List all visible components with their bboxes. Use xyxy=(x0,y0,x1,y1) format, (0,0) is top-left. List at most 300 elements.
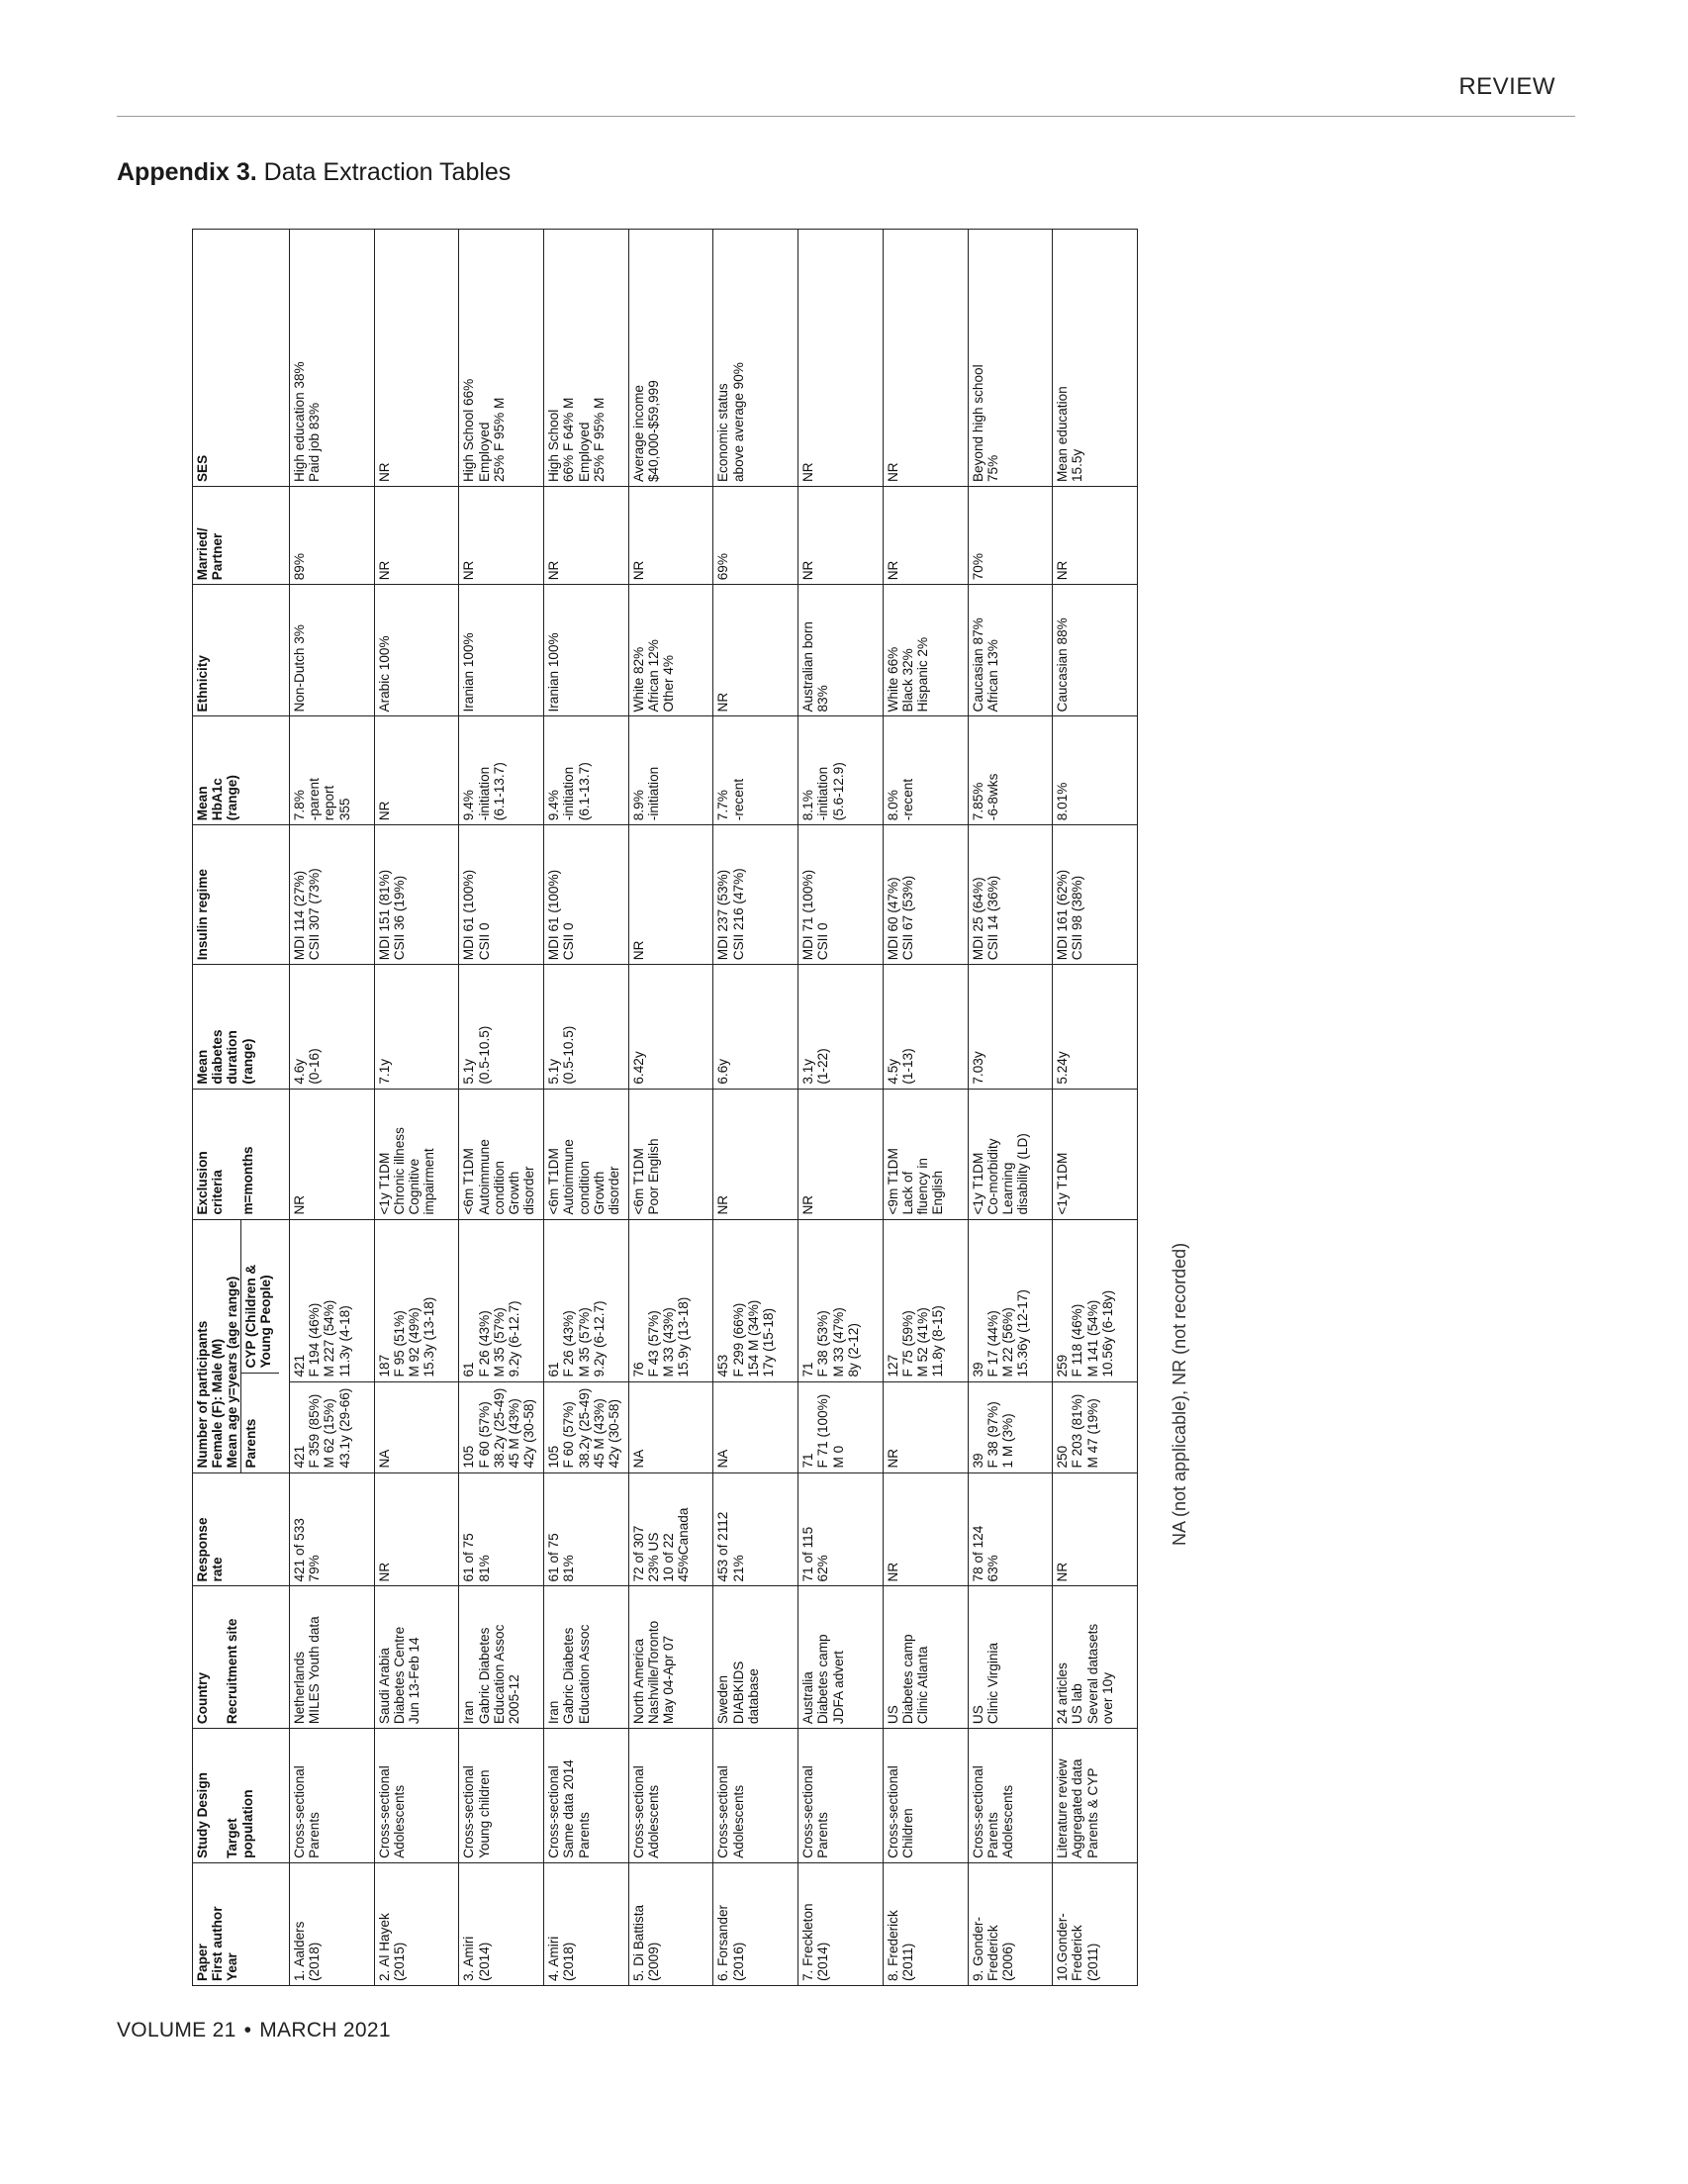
text-line: (2011) xyxy=(1084,1943,1100,1981)
cell-design xyxy=(713,1729,798,1863)
cell-ses xyxy=(1053,230,1138,487)
text-line: 81% xyxy=(561,1555,577,1582)
text-line: (2016) xyxy=(730,1942,746,1981)
text-line: 355 xyxy=(336,798,352,821)
text-line: condition xyxy=(491,1161,507,1215)
text-line: 8. Frederick xyxy=(885,1910,900,1981)
cell-participants xyxy=(544,1219,629,1472)
text-line: F 26 (43%) xyxy=(476,1310,492,1377)
cell-country xyxy=(290,1586,375,1729)
text-line: 8.1% xyxy=(800,790,816,821)
text-line: 15.9y (13-18) xyxy=(676,1296,692,1377)
cell-parents xyxy=(798,1381,883,1472)
text-line: Black 32% xyxy=(900,648,916,712)
text-line: Economic status xyxy=(715,383,731,483)
text-line: 6.42y xyxy=(630,1051,646,1085)
text-line: F 359 (85%) xyxy=(307,1393,323,1469)
cell-married xyxy=(1053,487,1138,585)
text-line: Several datasets xyxy=(1084,1623,1100,1725)
col-header-participants xyxy=(193,1219,290,1472)
text-line: 45 M (43%) xyxy=(591,1398,607,1469)
text-line: Parents & CYP xyxy=(1084,1767,1100,1858)
table-note xyxy=(1160,230,1189,1546)
text-line: 10.Gonder- xyxy=(1055,1913,1071,1981)
cell-response xyxy=(290,1472,375,1586)
cell-country xyxy=(883,1586,968,1729)
text-line: 45%Canada xyxy=(676,1507,692,1582)
text-line: MDI 237 (53%) xyxy=(715,869,731,961)
table-row xyxy=(798,230,884,1986)
cell-paper xyxy=(1053,1862,1138,1985)
text-line: 9.4% xyxy=(546,790,562,821)
text-line: US xyxy=(885,1705,900,1725)
col-header-cyp xyxy=(241,1261,279,1373)
text-line: F 43 (57%) xyxy=(645,1310,661,1377)
text-line: Caucasian 87% xyxy=(970,617,985,712)
text-line: 71 xyxy=(800,1453,816,1469)
text-line: 7.8% xyxy=(292,790,307,821)
text-line: Married/ xyxy=(195,527,210,581)
text-line: NR xyxy=(800,462,816,483)
text-line: Partner xyxy=(210,532,226,581)
text-line: F 299 (66%) xyxy=(730,1302,746,1377)
text-line: 105 xyxy=(461,1445,477,1469)
text-line: condition xyxy=(576,1161,592,1215)
text-line: 421 xyxy=(292,1445,307,1469)
text-line: Year xyxy=(225,1952,240,1981)
cell-ses xyxy=(713,230,798,487)
text-line: (1-22) xyxy=(815,1048,831,1085)
text-line: (5.6-12.9) xyxy=(830,762,846,821)
text-line: duration xyxy=(225,1030,240,1085)
text-line: M 35 (57%) xyxy=(576,1307,592,1377)
text-line: Exclusion xyxy=(195,1151,210,1215)
text-line: 72 of 307 xyxy=(630,1525,646,1582)
text-line: North America xyxy=(630,1638,646,1725)
cell-response xyxy=(459,1472,544,1586)
section-label: REVIEW xyxy=(1458,73,1555,100)
text-line: 10.56y (6-18y) xyxy=(1099,1289,1115,1377)
text-line: 9. Gonder- xyxy=(970,1917,985,1981)
table-note-text: NA (not applicable), NR (not recorded) xyxy=(1170,1242,1189,1546)
table-row xyxy=(628,230,713,1986)
text-line: (2015) xyxy=(391,1942,407,1981)
text-line: Adolescents xyxy=(999,1784,1015,1858)
text-line: Netherlands xyxy=(292,1651,307,1725)
text-line: Young children xyxy=(476,1769,492,1858)
cell-participants xyxy=(798,1219,884,1472)
text-line: MDI 71 (100%) xyxy=(800,869,816,961)
text-line: NR xyxy=(376,801,392,821)
text-line: -initiation xyxy=(645,766,661,821)
cell-participants xyxy=(459,1219,544,1472)
text-line: <1y T1DM xyxy=(970,1152,985,1215)
cell-design xyxy=(798,1729,884,1863)
text-line: 11.8y (8-15) xyxy=(930,1305,946,1377)
text-line: MDI 114 (27%) xyxy=(292,870,307,961)
text-line: NR xyxy=(885,462,900,483)
text-line: Cross-sectional xyxy=(546,1765,562,1858)
text-line: 89% xyxy=(292,553,307,581)
text-line: M 141 (54%) xyxy=(1084,1299,1100,1377)
cell-response xyxy=(798,1472,884,1586)
cell-ses xyxy=(374,230,459,487)
text-line: 7. Freckleton xyxy=(800,1903,816,1981)
col-header-insulin: Insulin regime xyxy=(193,825,290,965)
cell-ethnicity xyxy=(459,585,544,716)
text-line: Parents xyxy=(985,1812,1000,1858)
cell-hba1c xyxy=(628,716,713,825)
text-line: Response xyxy=(195,1517,210,1582)
cell-design xyxy=(544,1729,629,1863)
text-line: Iranian 100% xyxy=(461,632,477,712)
cell-duration xyxy=(968,965,1053,1089)
text-line: CSII 0 xyxy=(476,922,492,961)
text-line: over 10y xyxy=(1099,1671,1115,1725)
text-line: F 38 (53%) xyxy=(815,1310,831,1377)
cell-participants xyxy=(374,1219,459,1472)
cell-ethnicity xyxy=(628,585,713,716)
table-row xyxy=(713,230,798,1986)
text-line: CSII 0 xyxy=(561,922,577,961)
text-line: DIABKIDS xyxy=(730,1661,746,1725)
text-line: M 92 (49%) xyxy=(407,1307,422,1377)
participants-split xyxy=(629,1220,713,1472)
text-line: White 82% xyxy=(630,646,646,712)
text-line: 79% xyxy=(307,1555,323,1582)
cell-design xyxy=(1053,1729,1138,1863)
text-line: NR xyxy=(1055,560,1071,581)
text-line: 63% xyxy=(985,1555,1000,1582)
text-line: NR xyxy=(800,560,816,581)
cell-country xyxy=(374,1586,459,1729)
table-wrapper xyxy=(192,229,1137,1986)
cell-parents xyxy=(713,1381,797,1472)
text-line: 259 xyxy=(1055,1354,1071,1377)
table-row xyxy=(290,230,375,1986)
text-line: 5.1y xyxy=(461,1058,477,1085)
cell-duration xyxy=(713,965,798,1089)
text-line: M 33 (47%) xyxy=(830,1307,846,1377)
cell-parents xyxy=(969,1381,1053,1472)
cell-exclusion xyxy=(374,1089,459,1219)
text-line: MDI 61 (100%) xyxy=(461,869,477,961)
text-line: M 35 (57%) xyxy=(491,1307,507,1377)
text-line: NR xyxy=(546,560,562,581)
col-header-response xyxy=(193,1472,290,1586)
text-line: Beyond high school xyxy=(970,364,985,483)
text-line: Cross-sectional xyxy=(461,1765,477,1858)
footer-volume: VOLUME 21 xyxy=(117,2019,236,2042)
text-line: (range) xyxy=(225,775,240,821)
text-line: NR xyxy=(800,1194,816,1215)
text-line: F 38 (97%) xyxy=(985,1401,1000,1469)
text-line: Lack of xyxy=(900,1171,916,1215)
cell-parents xyxy=(884,1381,968,1472)
text-line: (2006) xyxy=(999,1942,1015,1981)
text-line: Jun 13-Feb 14 xyxy=(407,1637,422,1725)
text-line: Female (F): Male (M) xyxy=(210,1338,226,1469)
text-line: M 52 (41%) xyxy=(915,1307,931,1377)
col-header-parents: Parents xyxy=(241,1373,279,1472)
text-line: 7.85% xyxy=(970,782,985,821)
text-line: M 33 (43%) xyxy=(661,1307,677,1377)
text-line: M 62 (15%) xyxy=(322,1398,337,1469)
text-line: CSII 0 xyxy=(815,922,831,961)
cell-exclusion xyxy=(1053,1089,1138,1219)
text-line: NR xyxy=(885,560,900,581)
text-line: (6.1-13.7) xyxy=(576,762,592,821)
cell-duration xyxy=(883,965,968,1089)
cell-design xyxy=(290,1729,375,1863)
text-line: 15.36y (12-17) xyxy=(1015,1289,1031,1377)
text-line: criteria xyxy=(210,1170,226,1215)
cell-ses xyxy=(798,230,884,487)
cell-duration xyxy=(459,965,544,1089)
cell-married xyxy=(883,487,968,585)
cell-duration xyxy=(1053,965,1138,1089)
text-line: Autoimmune xyxy=(476,1139,492,1215)
text-line: <1y T1DM xyxy=(1055,1152,1071,1215)
text-line: <1y T1DM xyxy=(376,1152,392,1215)
text-line: 2005-12 xyxy=(507,1674,522,1725)
text-line: US lab xyxy=(1070,1683,1085,1725)
participants-split xyxy=(798,1220,883,1472)
text-line: <9m T1DM xyxy=(885,1148,900,1215)
cell-ses xyxy=(883,230,968,487)
text-line: CYP (Children & xyxy=(242,1264,258,1369)
cell-duration xyxy=(628,965,713,1089)
text-line: -recent xyxy=(730,778,746,821)
text-line: 2. Al Hayek xyxy=(376,1913,392,1981)
cell-ethnicity xyxy=(374,585,459,716)
text-line: Co-morbidity xyxy=(985,1138,1000,1215)
text-line: above average 90% xyxy=(730,362,746,483)
text-line: -parent xyxy=(307,778,323,821)
text-line: Study Design xyxy=(195,1772,210,1858)
text-line: (0-16) xyxy=(307,1048,323,1085)
text-line: African 12% xyxy=(645,639,661,712)
table-row xyxy=(968,230,1053,1986)
cell-hba1c xyxy=(290,716,375,825)
text-line: F 17 (44%) xyxy=(985,1310,1000,1377)
text-line: database xyxy=(745,1668,761,1725)
text-line: F 26 (43%) xyxy=(561,1310,577,1377)
cell-hba1c xyxy=(374,716,459,825)
text-line: disability (LD) xyxy=(1015,1133,1031,1215)
text-line: Paper xyxy=(195,1944,210,1981)
text-line: Iranian 100% xyxy=(546,632,562,712)
cell-hba1c xyxy=(713,716,798,825)
text-line: 9.4% xyxy=(461,790,477,821)
text-line: 15.5y xyxy=(1070,448,1085,483)
text-line: First author xyxy=(210,1906,226,1981)
text-line: Learning xyxy=(999,1162,1015,1215)
cell-married xyxy=(544,487,629,585)
text-line: F 75 (59%) xyxy=(900,1310,916,1377)
cell-cyp xyxy=(290,1220,374,1381)
text-line: 154 M (34%) xyxy=(745,1299,761,1377)
text-line: Education Assoc xyxy=(576,1624,592,1725)
cell-paper xyxy=(459,1862,544,1985)
text-line: NR xyxy=(715,692,731,712)
text-line: 71 of 115 xyxy=(800,1526,816,1582)
cell-insulin xyxy=(544,825,629,965)
text-line: Autoimmune xyxy=(561,1139,577,1215)
col-header-married xyxy=(193,487,290,585)
col-header-hba1c xyxy=(193,716,290,825)
text-line: MDI 25 (64%) xyxy=(970,877,985,961)
participants-split xyxy=(290,1220,374,1472)
table-row xyxy=(883,230,968,1986)
text-line: NR xyxy=(376,462,392,483)
cell-hba1c xyxy=(1053,716,1138,825)
text-line: Diabetes camp xyxy=(815,1634,831,1725)
cell-insulin xyxy=(968,825,1053,965)
text-line: 453 of 2112 xyxy=(715,1511,731,1582)
text-line: Cognitive xyxy=(407,1158,422,1215)
cell-participants xyxy=(883,1219,968,1472)
cell-cyp xyxy=(798,1220,883,1381)
cell-ethnicity xyxy=(544,585,629,716)
text-line: 9.2y (6-12.7) xyxy=(507,1300,522,1377)
cell-insulin xyxy=(374,825,459,965)
cell-insulin xyxy=(798,825,884,965)
table-row xyxy=(459,230,544,1986)
text-line: 71 xyxy=(800,1362,816,1377)
text-line: African 13% xyxy=(985,639,1000,712)
cell-insulin xyxy=(628,825,713,965)
text-line: MDI 151 (81%) xyxy=(376,869,392,961)
text-line: 66% F 64% M xyxy=(561,397,577,483)
text-line: Cross-sectional xyxy=(630,1765,646,1858)
text-line: Diabetes Centre xyxy=(391,1626,407,1725)
cell-exclusion xyxy=(883,1089,968,1219)
cell-response xyxy=(374,1472,459,1586)
text-line: 4. Amiri xyxy=(546,1936,562,1981)
text-line: M 227 (54%) xyxy=(322,1299,337,1377)
cell-ses xyxy=(290,230,375,487)
text-line: -initiation xyxy=(476,766,492,821)
text-line: NR xyxy=(630,940,646,961)
text-line: 5.24y xyxy=(1055,1051,1071,1085)
cell-married xyxy=(968,487,1053,585)
cell-parents xyxy=(1053,1381,1137,1472)
text-line: 78 of 124 xyxy=(970,1525,985,1582)
cell-hba1c xyxy=(883,716,968,825)
participants-split xyxy=(969,1220,1053,1472)
text-line: Parents xyxy=(815,1812,831,1858)
text-line: Frederick xyxy=(1070,1925,1085,1981)
text-line: M 22 (56%) xyxy=(999,1307,1015,1377)
col-header-design xyxy=(193,1729,290,1863)
cell-parents xyxy=(629,1381,713,1472)
cell-married xyxy=(374,487,459,585)
text-line: CSII 307 (73%) xyxy=(307,868,323,961)
col-header-duration xyxy=(193,965,290,1089)
text-line: F 60 (57%) xyxy=(476,1401,492,1469)
text-line: 38.2y (25-49) xyxy=(576,1387,592,1469)
text-line: Sweden xyxy=(715,1674,731,1725)
text-line: Gabric Diabetes xyxy=(476,1627,492,1725)
cell-paper xyxy=(374,1862,459,1985)
text-line: Country xyxy=(195,1671,210,1725)
text-line: NR xyxy=(885,1562,900,1582)
text-line: Growth xyxy=(591,1171,607,1215)
text-line: $40,000-$59,999 xyxy=(645,380,661,483)
cell-insulin xyxy=(1053,825,1138,965)
cell-hba1c xyxy=(459,716,544,825)
text-line: Poor English xyxy=(645,1138,661,1215)
text-line: Children xyxy=(900,1808,916,1858)
text-line: Mean xyxy=(195,1049,210,1085)
text-line: <6m T1DM xyxy=(630,1148,646,1215)
text-line: HbA1c xyxy=(210,778,226,821)
text-line: 3.1y xyxy=(800,1058,816,1085)
text-line: NR xyxy=(630,560,646,581)
cell-ethnicity xyxy=(968,585,1053,716)
cell-country xyxy=(459,1586,544,1729)
text-line: <6m T1DM xyxy=(461,1148,477,1215)
text-line: 25% F 95% M xyxy=(491,397,507,483)
text-line: Cross-sectional xyxy=(376,1765,392,1858)
text-line: -initiation xyxy=(561,766,577,821)
text-line: Cross-sectional xyxy=(292,1765,307,1858)
text-line: 83% xyxy=(815,685,831,712)
text-line: Clinic Atlanta xyxy=(915,1646,931,1725)
text-line: Gabric Diabetes xyxy=(561,1627,577,1725)
cell-ethnicity xyxy=(713,585,798,716)
cell-response xyxy=(883,1472,968,1586)
text-line: Aggregated data xyxy=(1070,1758,1085,1858)
participants-split xyxy=(713,1220,797,1472)
text-line: 39 xyxy=(970,1453,985,1469)
text-line: Employed xyxy=(576,422,592,483)
text-line: 75% xyxy=(985,454,1000,483)
footer-date: MARCH 2021 xyxy=(259,2019,391,2042)
text-line: Clinic Virginia xyxy=(985,1642,1000,1725)
participants-split xyxy=(884,1220,968,1472)
text-line: 3. Amiri xyxy=(461,1936,477,1981)
cell-participants xyxy=(1053,1219,1138,1472)
cell-participants xyxy=(968,1219,1053,1472)
text-line: May 04-Apr 07 xyxy=(661,1635,677,1725)
text-line: Frederick xyxy=(985,1925,1000,1981)
text-line: High School xyxy=(546,409,562,483)
col-header-paper xyxy=(193,1862,290,1985)
text-line: NR xyxy=(715,1194,731,1215)
text-line: Caucasian 88% xyxy=(1055,617,1071,712)
text-line: disorder xyxy=(521,1166,537,1215)
text-line: 7.03y xyxy=(970,1051,985,1085)
cell-married xyxy=(713,487,798,585)
cell-ethnicity xyxy=(798,585,884,716)
appendix-subtitle: Data Extraction Tables xyxy=(263,158,512,186)
page-footer xyxy=(117,2019,391,2042)
text-line: (2011) xyxy=(900,1943,916,1981)
text-line: fluency in xyxy=(915,1158,931,1215)
text-line: NA xyxy=(630,1449,646,1469)
text-line: report xyxy=(322,785,337,821)
text-line: Growth xyxy=(507,1171,522,1215)
col-header-country xyxy=(193,1586,290,1729)
text-line: 8.01% xyxy=(1055,782,1071,821)
text-line: 62% xyxy=(815,1555,831,1582)
cell-response xyxy=(544,1472,629,1586)
text-line: English xyxy=(930,1170,946,1215)
text-line: Young People) xyxy=(257,1275,273,1369)
text-line: NR xyxy=(292,1194,307,1215)
